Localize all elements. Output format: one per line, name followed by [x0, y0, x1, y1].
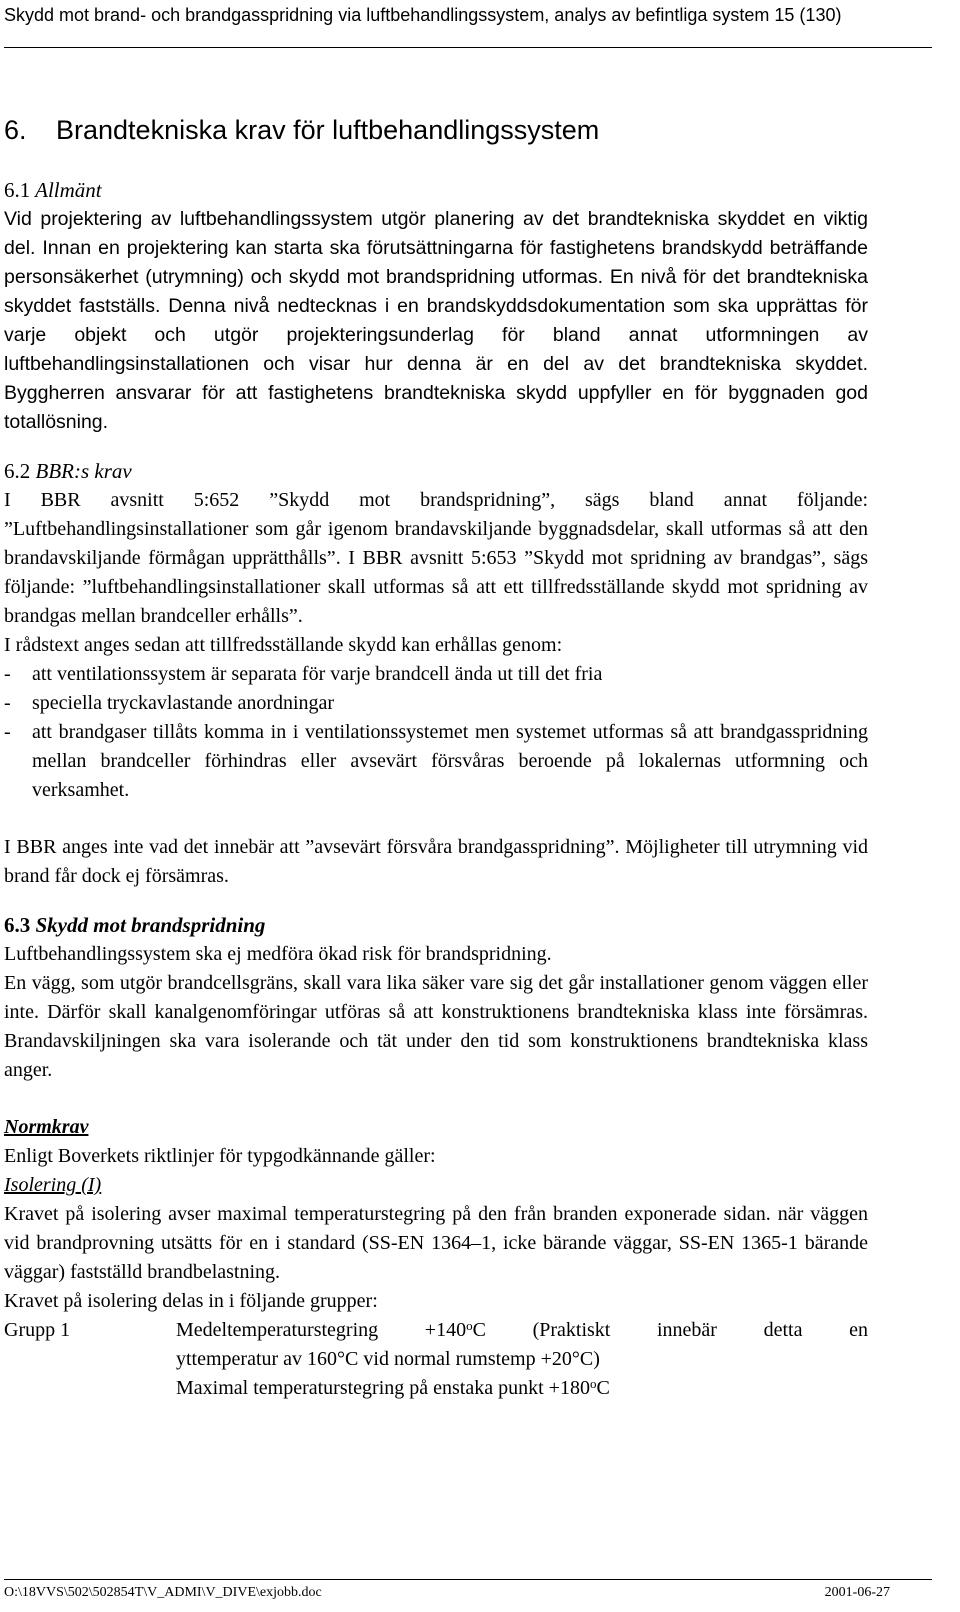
normkrav-intro: Enligt Boverkets riktlinjer för typgodkännande gäller:: [4, 1145, 436, 1167]
header-rule: [4, 47, 932, 48]
section-6-3-title: Skydd mot brandspridning: [35, 913, 266, 937]
isolering-heading: Isolering (I): [4, 1174, 102, 1196]
list-dash: -: [4, 692, 11, 714]
section-6-2-heading: [4, 457, 868, 486]
section-6-1-number: 6.1: [4, 178, 31, 202]
footer-date: 2001-06-27: [824, 1585, 890, 1600]
footer-file-path: O:\18VVS\502\502854T\V_ADMI\V_DIVE\exjobb.doc: [4, 1585, 322, 1600]
degree-sup: o: [589, 1376, 597, 1391]
section-6-2-list-intro: I rådstext anges sedan att tillfredsställande skydd kan erhållas genom:: [4, 634, 563, 656]
group-row: [4, 1316, 868, 1403]
list-item-text: att brandgaser tillåts komma in i ventilationssystemet men systemet utformas så att brandgasspridning mellan brandceller förhindras eller avsevärt försvåras beroende på lokalernas utformning och verksamhet.: [32, 721, 868, 801]
list-item: [4, 718, 868, 805]
section-6-2-paragraph: I BBR avsnitt 5:652 ”Skydd mot brandspridning”, sägs bland annat följande: ”Luftbehandlingsinstallationer som går igenom brandavskiljande byggnadsdelar, skall utformas så att den brandavskiljande förmågan upprätthålls”. I BBR avsnitt 5:653 ”Skydd mot spridning av brandgas”, sägs följande: ”luftbehandlingsinstallationer skall utformas så att ett tillfredsställande skydd mot spridning av brandgas mellan brandceller erhålls”.: [4, 489, 868, 627]
section-6-3-number: 6.3: [4, 913, 31, 937]
page-content: [4, 112, 868, 1403]
section-6-3-line: Luftbehandlingssystem ska ej medföra ökad risk för brandspridning.: [4, 943, 552, 965]
group-line-1-a: Medeltemperaturstegring +140: [176, 1319, 467, 1341]
groups-intro: Kravet på isolering delas in i följande grupper:: [4, 1290, 378, 1312]
section-6-2-title: BBR:s krav: [35, 459, 132, 483]
isolering-paragraph: Kravet på isolering avser maximal temperaturstegring på den från branden exponerade sidan. när väggen vid brandprovning utsätts för en i standard (SS-EN 1364–1, icke bärande väggar, SS-EN 1365-1 bärande väggar) fastställd brandbelastning.: [4, 1203, 868, 1283]
group-line-2: yttemperatur av 160°C vid normal rumstemp +20°C): [176, 1348, 600, 1370]
group-line-1-b: C (Praktiskt innebär detta en: [472, 1319, 868, 1341]
group-line-3-b: C: [596, 1377, 610, 1399]
list-dash: -: [4, 721, 11, 743]
list-item: [4, 660, 868, 689]
list-item: [4, 689, 868, 718]
section-6-3-paragraph: En vägg, som utgör brandcellsgräns, skall vara lika säker vare sig det går installationer genom väggen eller inte. Därför skall kanalgenomföringar utföras så att konstruktionens brandtekniska klass inte försämras. Brandavskiljningen ska vara isolerande och tät under den tid som konstruktionens brandtekniska klass anger.: [4, 972, 868, 1081]
chapter-title: [4, 112, 868, 148]
footer-rule: [4, 1579, 932, 1580]
group-line-1: [176, 1316, 868, 1345]
section-6-1-paragraph: Vid projektering av luftbehandlingssystem utgör planering av det brandtekniska skyddet en viktig del. Innan en projektering kan starta ska förutsättningarna för fastighetens brandskydd beträffande personsäkerhet (utrymning) och skydd mot brandspridning utformas. En nivå för det brandtekniska skyddet fastställs. Denna nivå nedtecknas i en brandskyddsdokumentation som ska upprättas för varje objekt och utgör projekteringsunderlag för bland annat utformningen av luftbehandlingsinstallationen och visar hur denna är en del av det brandtekniska skyddet. Byggherren ansvarar för att fastighetens brandtekniska skydd uppfyller en för byggnaden god totallösning.: [4, 208, 868, 433]
group-line-3: [176, 1374, 868, 1403]
section-6-2-closing: I BBR anges inte vad det innebär att ”avsevärt försvåra brandgasspridning”. Möjligheter till utrymning vid brand får dock ej försämras.: [4, 836, 868, 887]
chapter-number: 6.: [4, 115, 27, 145]
section-6-2-number: 6.2: [4, 459, 31, 483]
section-6-1-title: Allmänt: [35, 178, 102, 202]
group-name: Grupp 1: [4, 1319, 71, 1341]
list-dash: -: [4, 663, 11, 685]
normkrav-heading: Normkrav: [4, 1116, 89, 1138]
group-line-3-a: Maximal temperaturstegring på enstaka punkt +180: [176, 1377, 590, 1399]
section-6-1-heading: [4, 176, 868, 205]
running-header: Skydd mot brand- och brandgasspridning via luftbehandlingssystem, analys av befintliga system 15 (130): [4, 5, 842, 25]
degree-sup: o: [466, 1318, 473, 1333]
section-6-3-heading: [4, 911, 868, 940]
list-item-text: att ventilationssystem är separata för varje brandcell ända ut till det fria: [32, 663, 603, 685]
section-6-2-list: [4, 660, 868, 805]
chapter-title-text: Brandtekniska krav för luftbehandlingssystem: [56, 115, 600, 145]
group-description: [176, 1316, 868, 1403]
list-item-text: speciella tryckavlastande anordningar: [32, 692, 335, 714]
